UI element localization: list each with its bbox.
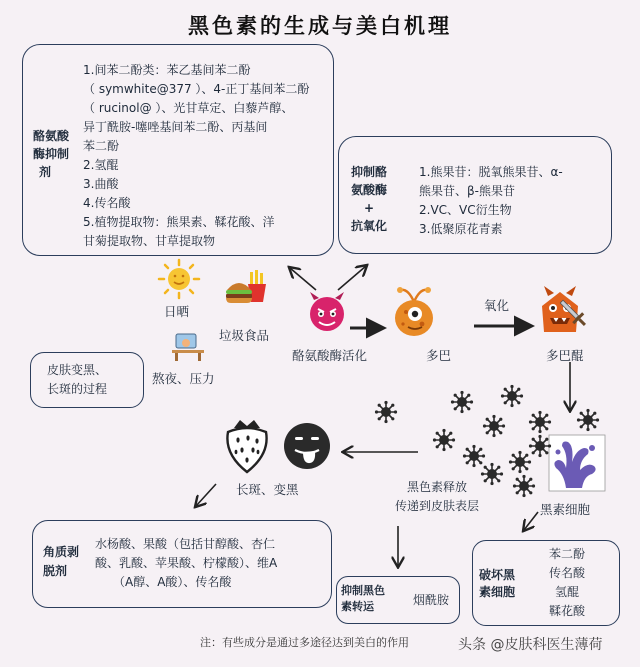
tyrosinase-inhibitor-label: 酪氨酸 酶抑制 剂 [33, 129, 70, 179]
list-item: 1.间苯二酚类：苯乙基间苯二酚 [83, 63, 251, 77]
tyrosinase-inhibitor-list [83, 61, 309, 251]
melanocyte-destroyer-list [549, 545, 585, 621]
melanin-particle [509, 451, 531, 473]
list-item: 3.低聚原花青素 [419, 222, 503, 236]
list-item: 传名酸 [549, 566, 586, 580]
list-item: 鞣花酸 [549, 604, 586, 618]
list-item: 甘菊提取物、甘草提取物 [83, 234, 216, 248]
melanin-particle [483, 415, 505, 437]
list-item: （ symwhite@377 ）、4-正丁基间苯二酚 [83, 82, 310, 96]
melanin-particle [513, 475, 535, 497]
keratin-exfoliant-box [32, 520, 332, 608]
antioxidant-list [419, 163, 563, 239]
page-title: 黑色素的生成与美白机理 [188, 14, 452, 38]
list-item: 5.植物提取物：熊果素、鞣花酸、洋 [83, 215, 275, 229]
process-line: 长斑的过程 [47, 382, 108, 396]
melanocyte-icon [548, 434, 606, 492]
dopaquinone-label: 多巴醌 [546, 348, 584, 363]
transport-inhibitor-value: 烟酰胺 [413, 593, 450, 607]
list-item: （A醇、A酸）、传名酸 [113, 575, 232, 589]
melanin-particle [375, 401, 397, 423]
dopa-icon [388, 284, 440, 340]
list-item: 3.曲酸 [83, 177, 119, 191]
list-item: 酸、乳酸、苹果酸、柠檬酸）、维A [95, 556, 278, 570]
arrow-to-destroyer-box [524, 512, 538, 530]
melanin-particle [501, 385, 523, 407]
tongue-face-icon [282, 420, 332, 472]
antioxidant-label: 抑制酪 氨酸酶 + 抗氧化 [351, 165, 388, 233]
melanocyte-destroyer-box [472, 540, 620, 626]
junk-food-icon [224, 266, 268, 306]
note-text: 注：有些成分是通过多途径达到美白的作用 [200, 636, 409, 649]
trigger-stay-up-label: 熬夜、压力 [152, 371, 215, 386]
antioxidant-box [338, 136, 612, 254]
oxidation-label: 氧化 [484, 298, 510, 313]
tyrosinase-inhibitor-box [22, 44, 334, 256]
stay-up-icon [170, 332, 206, 362]
dopa-label: 多巴 [426, 348, 452, 363]
melanocyte-label: 黑素细胞 [540, 502, 591, 517]
arrow-to-keratin-box [196, 484, 216, 506]
arrow-to-inhibitor-box [290, 268, 316, 290]
list-item: 2.氢醌 [83, 158, 119, 172]
keratin-exfoliant-list [95, 535, 277, 592]
list-item: 苯二酚 [549, 547, 586, 561]
strawberry-skin-icon [222, 418, 272, 474]
arrow-to-antioxidant-box [338, 266, 366, 290]
sun-icon [155, 258, 203, 300]
tyrosinase-enzyme-icon [304, 290, 350, 334]
list-item: 4.传名酸 [83, 196, 131, 210]
keratin-exfoliant-label: 角质剥 脱剂 [43, 545, 80, 578]
list-item: 氢醌 [555, 585, 580, 599]
list-item: 苯二酚 [83, 139, 120, 153]
list-item: （ rucinol@ ）、光甘草定、白藜芦醇、 [83, 101, 294, 115]
trigger-sun-label: 日晒 [164, 304, 190, 319]
list-item: 异丁酰胺-噻唑基间苯二酚、丙基间 [83, 120, 268, 134]
melanin-particle [463, 445, 485, 467]
transport-inhibitor-label: 抑制黑色 素转运 [341, 584, 385, 613]
dopaquinone-icon [536, 284, 602, 340]
trigger-junk-food-label: 垃圾食品 [219, 328, 270, 343]
activation-label: 酪氨酸酶活化 [292, 348, 368, 363]
melanin-particle [577, 409, 599, 431]
melanin-particle [451, 391, 473, 413]
process-box [30, 352, 144, 408]
melanocyte-destroyer-label: 破坏黑 素细胞 [479, 568, 516, 599]
list-item: 1.熊果苷：脱氧熊果苷、α- [419, 165, 563, 179]
process-line: 皮肤变黑、 [47, 363, 108, 377]
melanin-particle [529, 411, 551, 433]
release-text: 黑色素释放 传递到皮肤表层 [394, 480, 479, 513]
list-item: 熊果苷、β-熊果苷 [419, 184, 515, 198]
transport-inhibitor-box [336, 576, 460, 624]
watermark: 头条 @皮肤科医生薄荷 [458, 637, 603, 653]
list-item: 2.VC、VC衍生物 [419, 203, 512, 217]
melanin-particle [433, 429, 455, 451]
list-item: 水杨酸、果酸（包括甘醇酸、杏仁 [95, 537, 276, 551]
result-label: 长斑、变黑 [236, 482, 299, 497]
